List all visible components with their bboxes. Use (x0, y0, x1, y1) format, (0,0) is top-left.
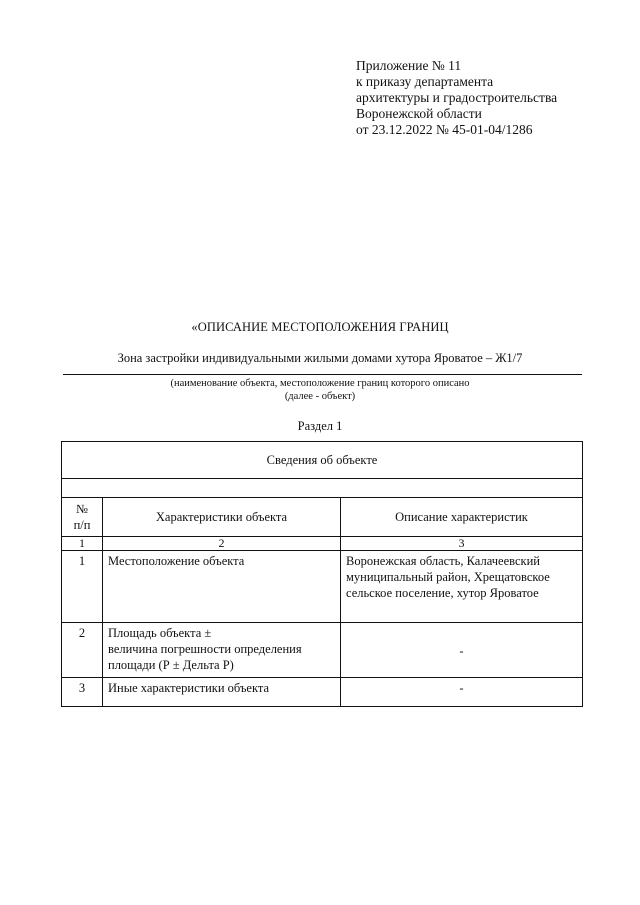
row-characteristic-line: величина погрешности определения (108, 642, 302, 656)
row-description-line: Воронежская область, Калачеевский (346, 554, 540, 568)
table-row (62, 678, 583, 707)
row-description: - (341, 678, 583, 707)
row-characteristic (103, 678, 341, 707)
column-index: 3 (341, 537, 583, 551)
row-description-line: сельское поселение, хутор Яроватое (346, 586, 539, 600)
table-heading-row (62, 442, 583, 479)
document-title: «ОПИСАНИЕ МЕСТОПОЛОЖЕНИЯ ГРАНИЦ (191, 320, 449, 334)
column-index: 2 (103, 537, 341, 551)
hint-line: (далее - объект) (284, 391, 356, 402)
table-blank-row (62, 479, 583, 498)
appendix-line: архитектуры и градостроительства (356, 90, 558, 105)
column-index: 1 (62, 537, 103, 551)
column-header-num (62, 498, 103, 537)
row-characteristic-line: Иные характеристики объекта (108, 681, 270, 695)
hint-line: (наименование объекта, местоположение границ которого описано (170, 378, 470, 389)
appendix-block (356, 58, 557, 138)
row-description-line: муниципальный район, Хрещатовское (346, 570, 550, 584)
column-header-num-line: п/п (73, 518, 91, 532)
object-name: Зона застройки индивидуальными жилыми домами хутора Яроватое – Ж1/7 (117, 351, 523, 365)
table-heading: Сведения об объекте (62, 442, 583, 479)
appendix-line: Приложение № 11 (356, 58, 462, 73)
appendix-line: Воронежской области (356, 106, 482, 121)
object-info-table (61, 441, 583, 707)
section-title: Раздел 1 (297, 419, 343, 433)
object-name-underline (63, 374, 582, 375)
row-characteristic-line: площади (Р ± Дельта Р) (108, 658, 234, 672)
appendix-line: к приказу департамента (356, 74, 494, 89)
table-column-index-row (62, 537, 583, 551)
row-description: - (341, 623, 583, 678)
column-header-characteristics: Характеристики объекта (103, 498, 341, 537)
row-number: 3 (62, 678, 103, 707)
table-column-header-row (62, 498, 583, 537)
table-blank-cell (62, 479, 583, 498)
row-description (341, 551, 583, 623)
row-number: 1 (62, 551, 103, 623)
row-characteristic (103, 623, 341, 678)
row-characteristic (103, 551, 341, 623)
row-characteristic-line: Местоположение объекта (108, 554, 245, 568)
appendix-line: от 23.12.2022 № 45-01-04/1286 (356, 122, 533, 137)
row-number: 2 (62, 623, 103, 678)
object-name-hint (0, 377, 640, 403)
table-row (62, 551, 583, 623)
column-header-num-line: № (76, 502, 88, 516)
table-row (62, 623, 583, 678)
row-characteristic-line: Площадь объекта ± (108, 626, 212, 640)
column-header-description: Описание характеристик (341, 498, 583, 537)
